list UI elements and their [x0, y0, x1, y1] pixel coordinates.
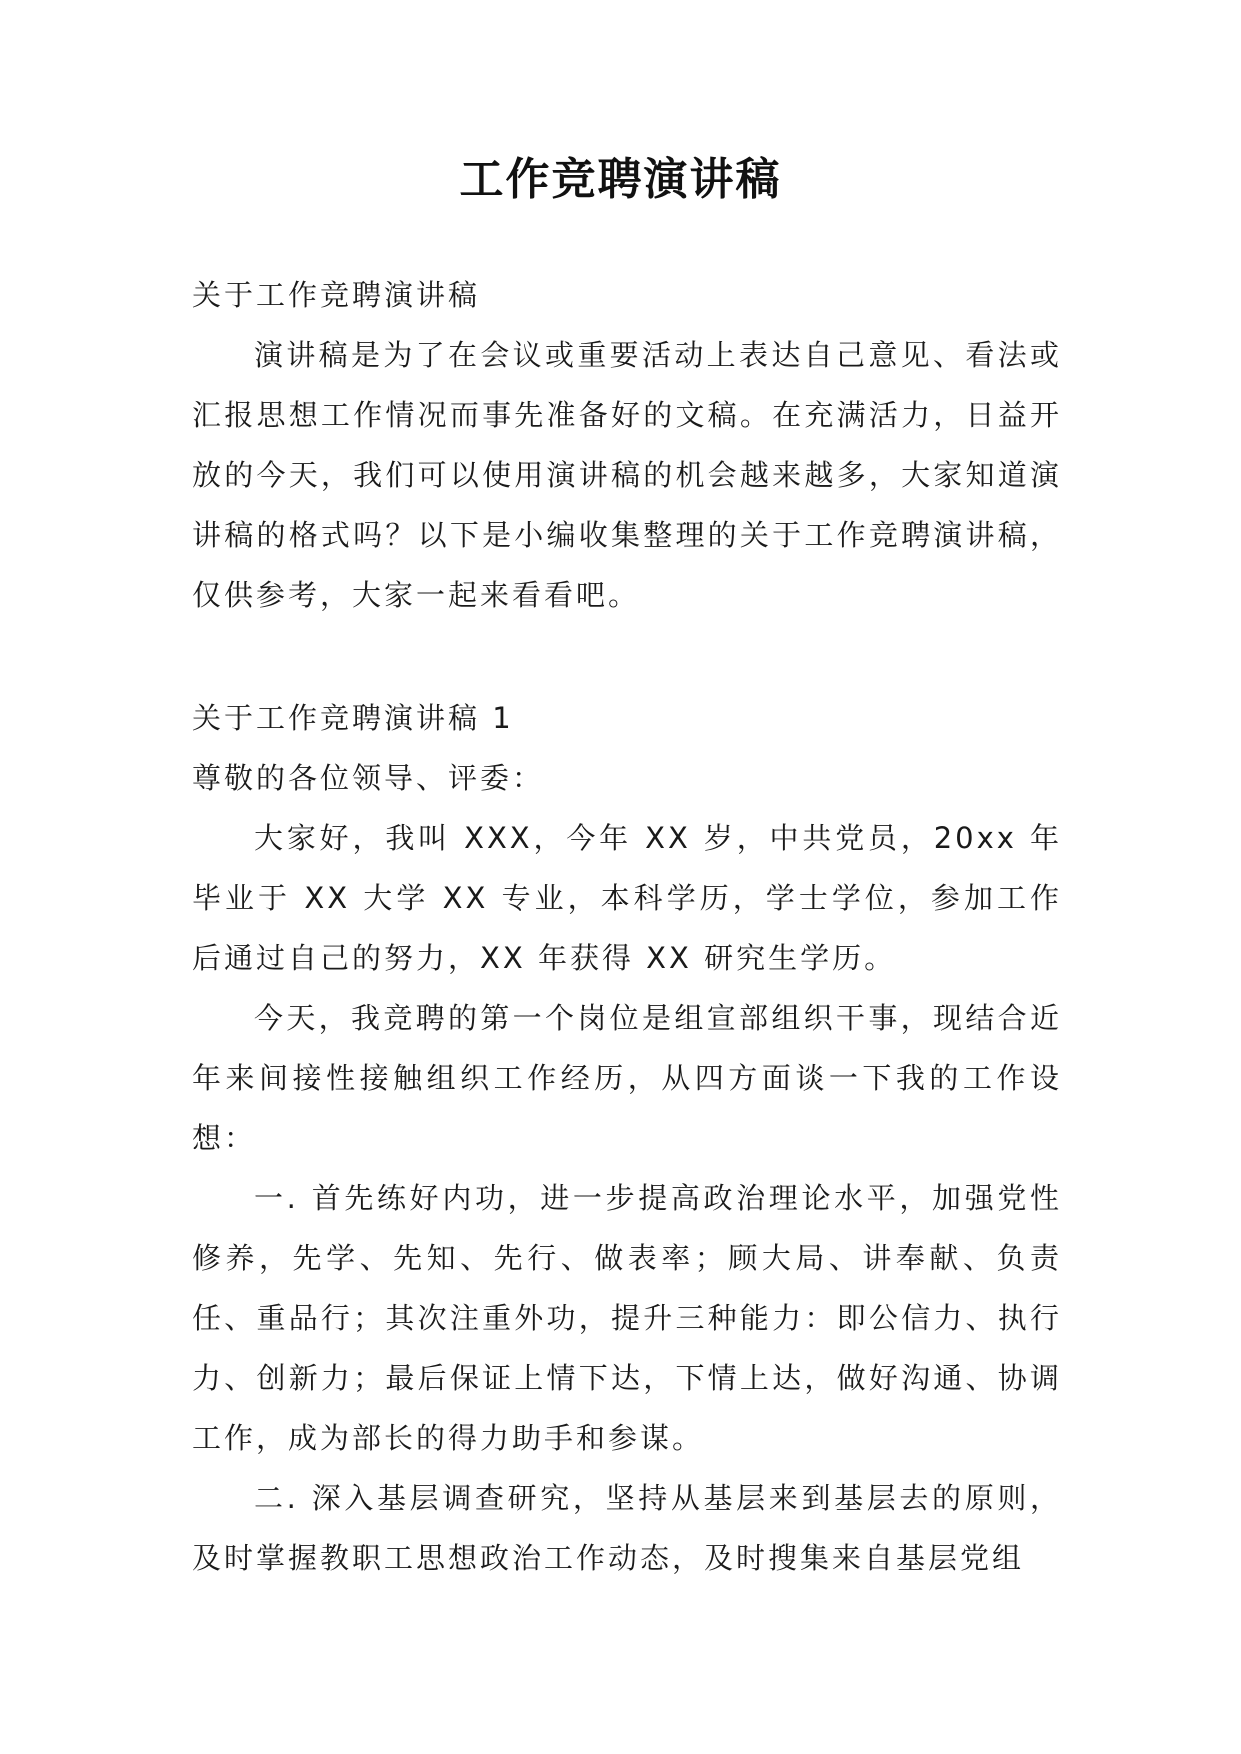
document-title: 工作竞聘演讲稿	[459, 154, 782, 205]
section-gap	[192, 625, 1062, 688]
body-paragraph: 一. 首先练好内功，进一步提高政治理论水平，加强党性修养，先学、先知、先行、做表率；顾大局、讲奉献、负责任、重品行；其次注重外功，提升三种能力：即公信力、执行力、创新力；最后保证上情下达，下情上达，做好沟通、协调工作，成为部长的得力助手和参谋。	[192, 1181, 1062, 1455]
body-paragraph: 二. 深入基层调查研究，坚持从基层来到基层去的原则，及时掌握教职工思想政治工作动态，及时搜集来自基层党组	[192, 1481, 1062, 1575]
section-heading: 关于工作竞聘演讲稿 1	[192, 701, 514, 735]
body-paragraph: 今天，我竞聘的第一个岗位是组宣部组织干事，现结合近年来间接性接触组织工作经历，从四方面谈一下我的工作设想：	[192, 1001, 1062, 1155]
salutation: 尊敬的各位领导、评委：	[192, 761, 545, 795]
intro-paragraph: 演讲稿是为了在会议或重要活动上表达自己意见、看法或汇报思想工作情况而事先准备好的文稿。在充满活力，日益开放的今天，我们可以使用演讲稿的机会越来越多，大家知道演讲稿的格式吗？以下是小编收集整理的关于工作竞聘演讲稿，仅供参考，大家一起来看看吧。	[192, 338, 1062, 612]
body-paragraph: 大家好，我叫 XXX，今年 XX 岁，中共党员，20xx 年毕业于 XX 大学 XX 专业，本科学历，学士学位，参加工作后通过自己的努力，XX 年获得 XX 研究生学历。	[192, 821, 1062, 975]
document-body	[192, 265, 1062, 1588]
intro-heading: 关于工作竞聘演讲稿	[192, 278, 481, 312]
